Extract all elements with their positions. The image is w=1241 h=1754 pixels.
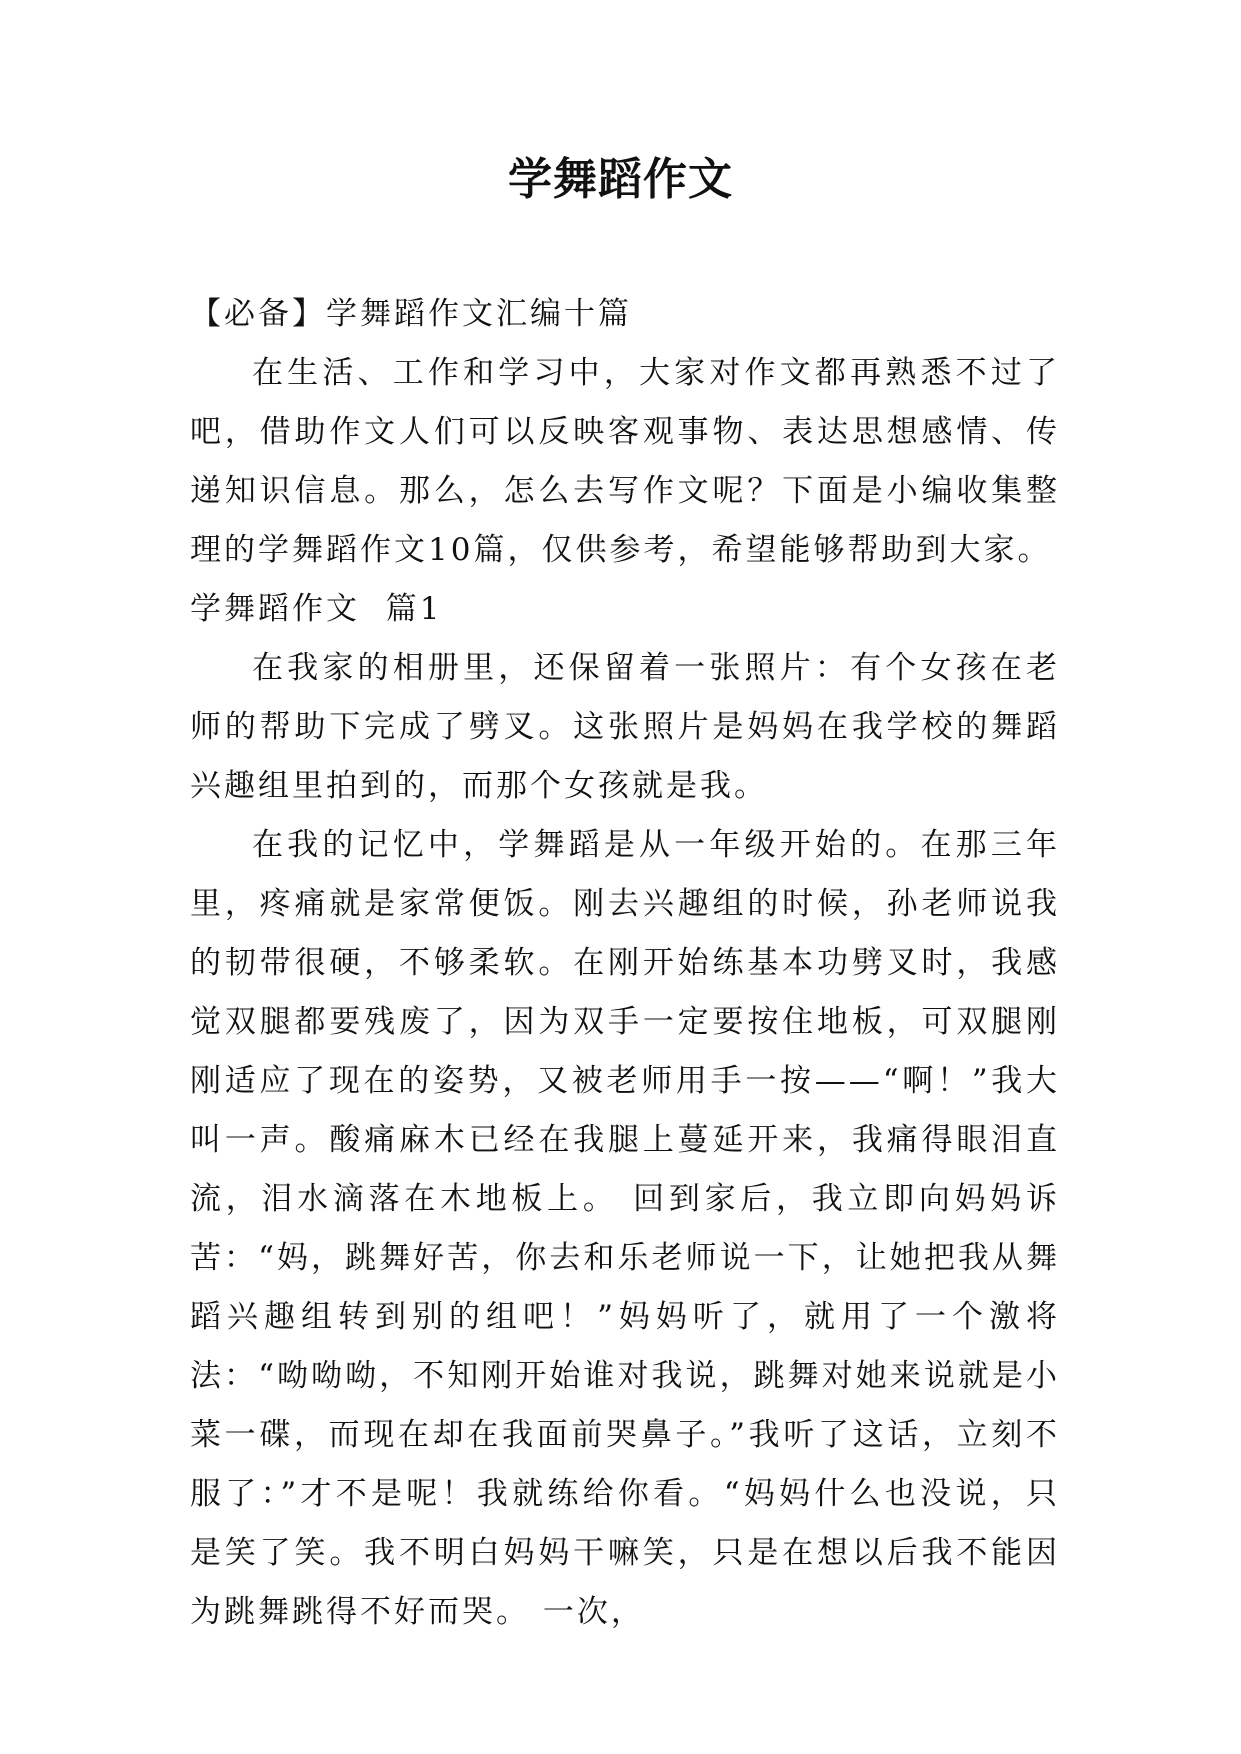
body-paragraph-1: 在我家的相册里，还保留着一张照片：有个女孩在老师的帮助下完成了劈叉。这张照片是妈妈在我学校的舞蹈兴趣组里拍到的，而那个女孩就是我。 — [190, 650, 1060, 804]
section-heading: 学舞蹈作文 篇1 — [190, 591, 443, 627]
body-paragraph-2: 在我的记忆中，学舞蹈是从一年级开始的。在那三年里，疼痛就是家常便饭。刚去兴趣组的时候，孙老师说我的韧带很硬，不够柔软。在刚开始练基本功劈叉时，我感觉双腿都要残废了，因为双手一定要按住地板，可双腿刚刚适应了现在的姿势，又被老师用手一按——“啊！”我大叫一声。酸痛麻木已经在我腿上蔓延开来，我痛得眼泪直流，泪水滴落在木地板上。 回到家后，我立即向妈妈诉苦：“妈，跳舞好苦，你去和乐老师说一下，让她把我从舞蹈兴趣组转到别的组吧！”妈妈听了，就用了一个激将法：“呦呦呦，不知刚开始谁对我说，跳舞对她来说就是小菜一碟，而现在却在我面前哭鼻子。”我听了这话，立刻不服了：”才不是呢！我就练给你看。“妈妈什么也没说，只是笑了笑。我不明白妈妈干嘛笑，只是在想以后我不能因为跳舞跳得不好而哭。 一次， — [190, 827, 1060, 1630]
document-subtitle: 【必备】学舞蹈作文汇编十篇 — [190, 296, 632, 332]
intro-paragraph: 在生活、工作和学习中，大家对作文都再熟悉不过了吧，借助作文人们可以反映客观事物、表达思想感情、传递知识信息。那么，怎么去写作文呢？下面是小编收集整理的学舞蹈作文10篇，仅供参考，希望能够帮助到大家。 — [190, 355, 1060, 568]
document-body — [190, 285, 1060, 1642]
document-title: 学舞蹈作文 — [508, 154, 733, 205]
